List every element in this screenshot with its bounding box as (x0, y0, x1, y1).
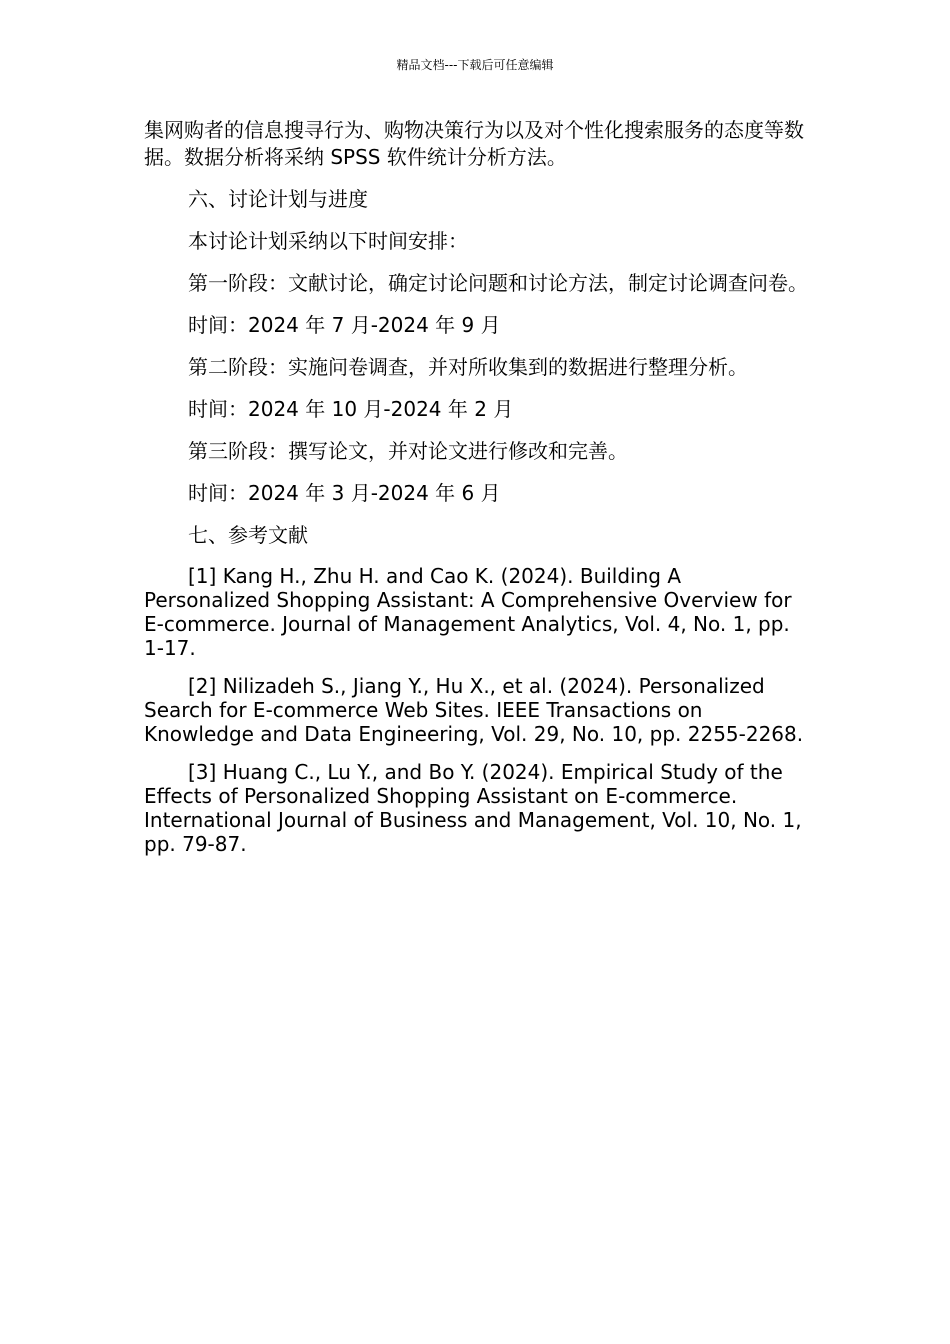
paragraph-phase-one: 第一阶段：文献讨论，确定讨论问题和讨论方法，制定讨论调查问卷。 (188, 271, 808, 295)
page-header: 精品文档---下载后可任意编辑 (396, 58, 554, 72)
reference-item: [2] Nilizadeh S., Jiang Y., Hu X., et al. (2024). Personalized Search for E-commerce Web Sites. IEEE Transactions on Knowledge and Data Engineering, Vol. 29, No. 10, pp. 2255-2268. (144, 674, 804, 746)
paragraph-phase-one-time: 时间：2024 年 7 月-2024 年 9 月 (188, 313, 501, 337)
document-body (144, 117, 808, 870)
paragraph-phase-two: 第二阶段：实施问卷调查，并对所收集到的数据进行整理分析。 (188, 355, 748, 379)
reference-item: [3] Huang C., Lu Y., and Bo Y. (2024). Empirical Study of the Effects of Personalized Shopping Assistant on E-commerce. International Journal of Business and Management, Vol. 10, No. 1, pp. 79-87. (144, 760, 802, 856)
reference-item: [1] Kang H., Zhu H. and Cao K. (2024). Building A Personalized Shopping Assistant: A Comprehensive Overview for E-commerce. Journal of Management Analytics, Vol. 4, No. 1, pp. 1-17. (144, 564, 792, 660)
paragraph-schedule-intro: 本讨论计划采纳以下时间安排： (188, 229, 468, 253)
paragraph-phase-three: 第三阶段：撰写论文，并对论文进行修改和完善。 (188, 439, 628, 463)
paragraph-data-analysis: 集网购者的信息搜寻行为、购物决策行为以及对个性化搜索服务的态度等数据。数据分析将采纳 SPSS 软件统计分析方法。 (144, 118, 804, 169)
paragraph-phase-three-time: 时间：2024 年 3 月-2024 年 6 月 (188, 481, 501, 505)
section-heading-references: 七、参考文献 (188, 523, 308, 547)
paragraph-phase-two-time: 时间：2024 年 10 月-2024 年 2 月 (188, 397, 514, 421)
section-heading-plan: 六、讨论计划与进度 (188, 187, 368, 211)
